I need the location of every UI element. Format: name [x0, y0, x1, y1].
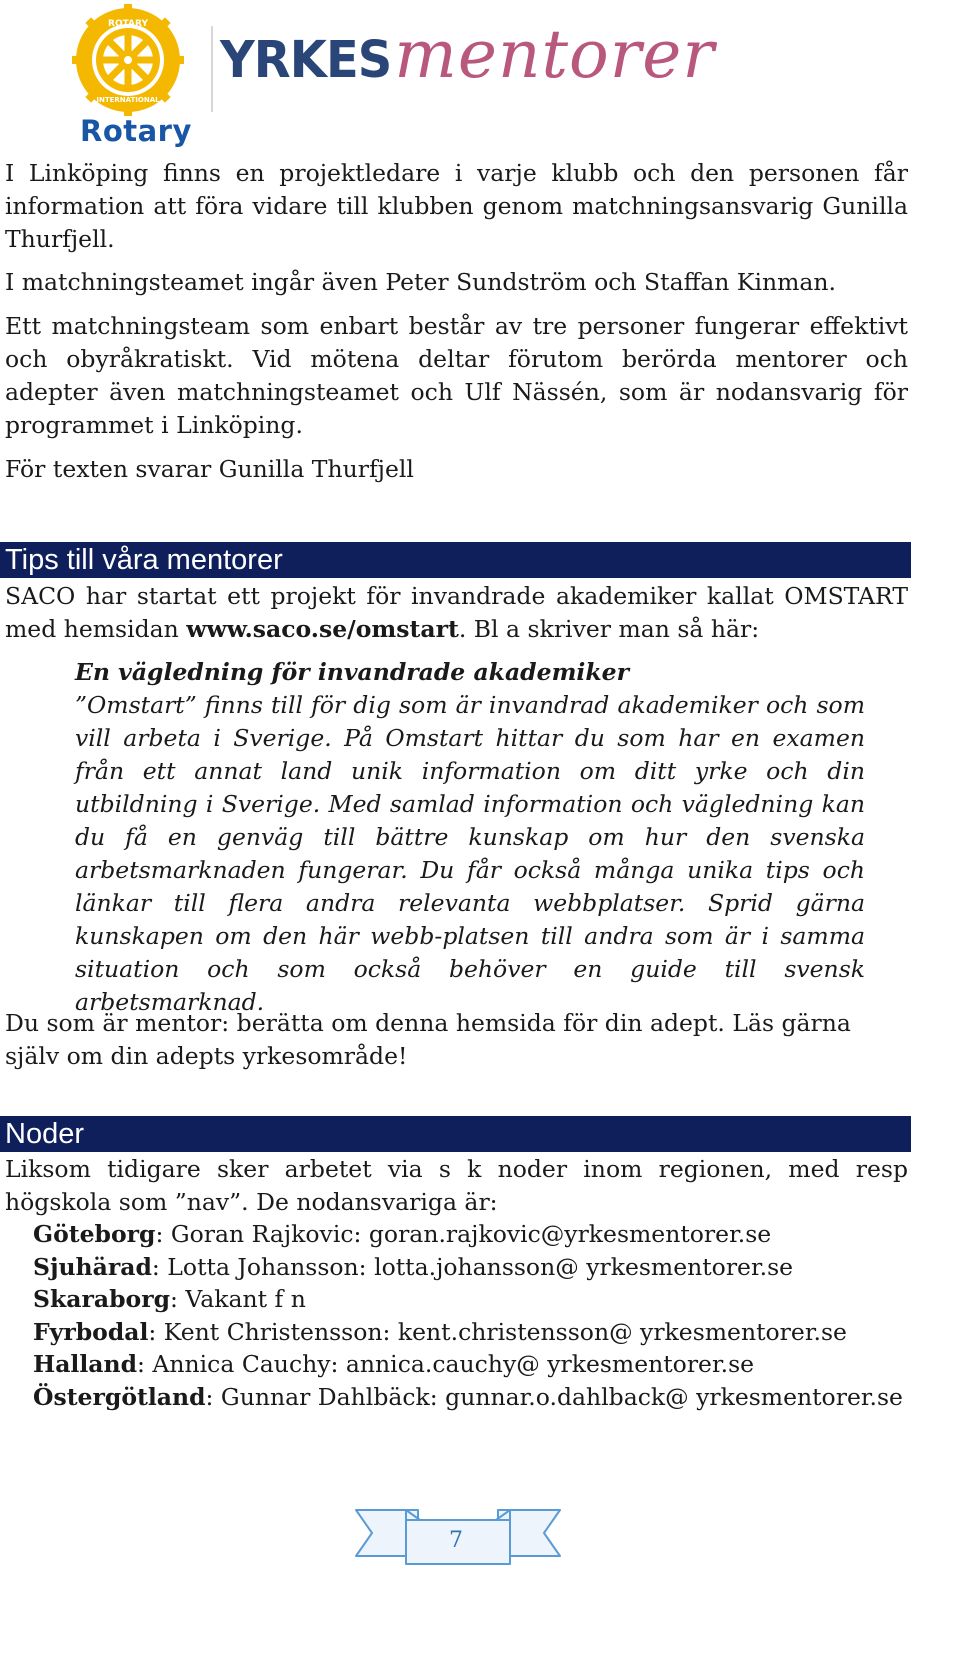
node-item: Fyrbodal: Kent Christensson: kent.christensson@ yrkesmentorer.se	[33, 1317, 847, 1346]
node-item: Skaraborg: Vakant f n	[33, 1285, 306, 1314]
rotary-ring-top: ROTARY	[108, 19, 148, 29]
author-note: För texten svarar Gunilla Thurfjell	[5, 455, 414, 483]
node-item: Halland: Annica Cauchy: annica.cauchy@ yrkesmentorer.se	[33, 1350, 755, 1379]
intro-paragraph-1: I Linköping finns en projektledare i varje klubb och den personen får information att föra vidare till klubben genom matchningsansvarig Gunilla Thurfjell.	[5, 159, 908, 253]
brand-yrkes: YRKES	[220, 31, 392, 90]
quote-heading: En vägledning för invandrade akademiker	[75, 658, 629, 686]
nodes-intro: Liksom tidigare sker arbetet via s k noder inom regionen, med resp högskola som ”nav”. De nodansvariga är:	[5, 1155, 908, 1216]
brand-mentorer: mentorer	[394, 16, 715, 93]
omstart-quote	[75, 656, 865, 1019]
page-number: 7	[449, 1528, 463, 1553]
node-item: Sjuhärad: Lotta Johansson: lotta.johansson@ yrkesmentorer.se	[33, 1252, 794, 1281]
node-item: Östergötland: Gunnar Dahlbäck: gunnar.o.dahlback@ yrkesmentorer.se	[33, 1382, 903, 1411]
tips-paragraph: SACO har startat ett projekt för invandrade akademiker kallat OMSTART med hemsidan www.saco.se/omstart. Bl a skriver man så här:	[5, 582, 908, 643]
section-heading-nodes: Noder	[0, 1116, 911, 1152]
rotary-wheel-icon	[72, 4, 184, 116]
rotary-wordmark: Rotary	[80, 114, 192, 148]
quote-body: ”Omstart” finns till för dig som är invandrad akademiker och som vill arbeta i Sverige. På Omstart hittar du som har en examen från ett annat land unik information om ditt yrke och din utbildning i Sverige. Med samlad information och vägledning kan du få en genväg till bättre kunskap om hur den svenska arbetsmarknaden fungerar. Du får också många unika tips och länkar till flera andra relevanta webbplatser. Sprid gärna kunskapen om den här webb-platsen till andra som är i samma situation och som också behöver en guide till svensk arbetsmarknad.	[75, 691, 865, 1016]
section-heading-tips: Tips till våra mentorer	[0, 542, 911, 578]
yrkesmentorer-logo	[220, 16, 715, 106]
node-list	[33, 1218, 903, 1414]
mentor-closing-paragraph: Du som är mentor: berätta om denna hemsida för din adept. Läs gärna själv om din adepts yrkesområde!	[5, 1009, 851, 1070]
rotary-ring-bottom: INTERNATIONAL	[96, 96, 160, 104]
rotary-logo	[72, 4, 192, 148]
header-divider	[211, 26, 213, 112]
node-item: Göteborg: Goran Rajkovic: goran.rajkovic@yrkesmentorer.se	[33, 1220, 772, 1248]
intro-paragraph-2: I matchningsteamet ingår även Peter Sundström och Staffan Kinman.	[5, 268, 837, 296]
omstart-link[interactable]: www.saco.se/omstart	[186, 615, 459, 643]
intro-paragraph-3: Ett matchningsteam som enbart består av tre personer fungerar effektivt och obyråkratiskt. Vid mötena deltar förutom berörda mentorer och adepter även matchningsteamet och Ulf Nässén, som är nodansvarig för programmet i Linköping.	[5, 312, 908, 439]
